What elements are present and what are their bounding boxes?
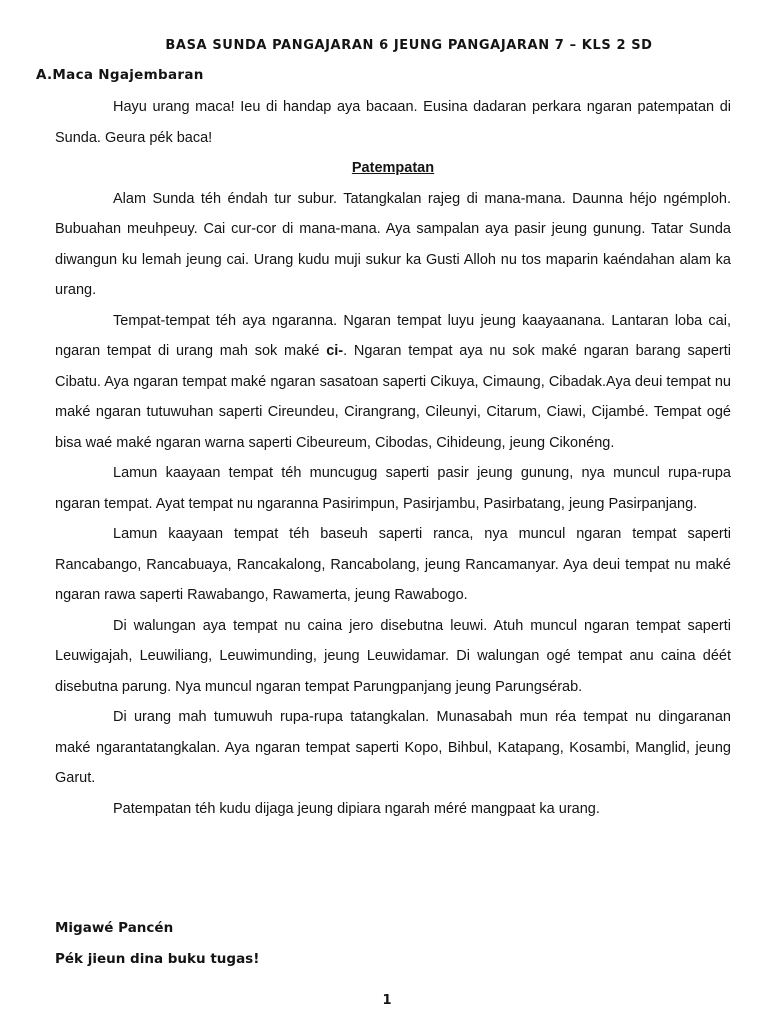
paragraph-closing: Patempatan téh kudu dijaga jeung dipiara ngarah méré mangpaat ka urang. — [113, 800, 600, 817]
section-heading: A.Maca Ngajembaran — [36, 67, 204, 83]
paragraph-hills: Lamun kaayaan tempat téh muncugug saperti pasir jeung gunung, nya muncul rupa-rupa ngaran tempat. Ayat tempat nu ngaranna Pasirimpun, Pasirjambu, Pasirbatang, jeung Pasirpanjang. — [55, 465, 731, 512]
paragraph-swamps: Lamun kaayaan tempat téh baseuh saperti ranca, nya muncul ngaran tempat saperti Rancabango, Rancabuaya, Rancakalong, Rancabolang, jeung Rancamanyar. Aya deui tempat nu maké ngaran rawa saperti Rawabango, Rawamerta, jeung Rawabogo. — [55, 526, 731, 603]
place-names-text-start: Tempat-tempat téh aya ngaranna. Ngaran tempat luyu jeung kaayaanana. Lantaran loba cai, ngaran tempat di urang mah sok maké — [55, 312, 731, 359]
intro-paragraph: Hayu urang maca! Ieu di handap aya bacaan. Eusina dadaran perkara ngaran patempatan di Sunda. Geura pék baca! — [55, 99, 731, 146]
reading-content — [55, 92, 731, 824]
task-instruction: Pék jieun dina buku tugas! — [55, 951, 260, 967]
paragraph-trees: Di urang mah tumuwuh rupa-rupa tatangkalan. Munasabah mun réa tempat nu dingaranan maké ngarantatangkalan. Aya ngaran tempat saperti Kopo, Bihbul, Katapang, Kosambi, Manglid, jeung Garut. — [55, 709, 731, 786]
paragraph-rivers: Di walungan aya tempat nu caina jero disebutna leuwi. Atuh muncul ngaran tempat saperti Leuwigajah, Leuwiliang, Leuwimunding, jeung Leuwidamar. Di walungan ogé tempat anu caina déét disebutna parung. Nya muncul ngaran tempat Parungpanjang jeung Parungsérab. — [55, 617, 731, 695]
task-heading: Migawé Pancén — [55, 920, 174, 936]
ci-prefix: ci- — [326, 343, 344, 359]
place-names-text-end: . Ngaran tempat aya nu sok maké ngaran barang saperti Cibatu. Aya ngaran tempat maké ngaran sasatoan saperti Cikuya, Cimaung, Cibadak.Aya deui tempat nu maké ngaran tutuwuhan saperti Cireundeu, Cirangrang, Cileunyi, Citarum, Ciawi, Cijambé. Tempat ogé bisa waé maké ngaran warna saperti Cibeureum, Cibodas, Cihideung, jeung Cikonéng. — [55, 343, 731, 451]
page-number: 1 — [382, 993, 392, 1008]
paragraph-place-names — [55, 306, 731, 459]
document-title: BASA SUNDA PANGAJARAN 6 JEUNG PANGAJARAN 7 – KLS 2 SD — [165, 38, 653, 53]
paragraph-nature: Alam Sunda téh éndah tur subur. Tatangkalan rajeg di mana-mana. Daunna héjo ngémploh. Bubuahan meuhpeuy. Cai cur-cor di mana-mana. Aya sampalan aya pasir jeung gunung. Tatar Sunda diwangun ku lemah jeung cai. Urang kudu muji sukur ka Gusti Alloh nu tos maparin kaéndahan alam ka urang. — [55, 190, 731, 298]
reading-title: Patempatan — [351, 160, 435, 176]
